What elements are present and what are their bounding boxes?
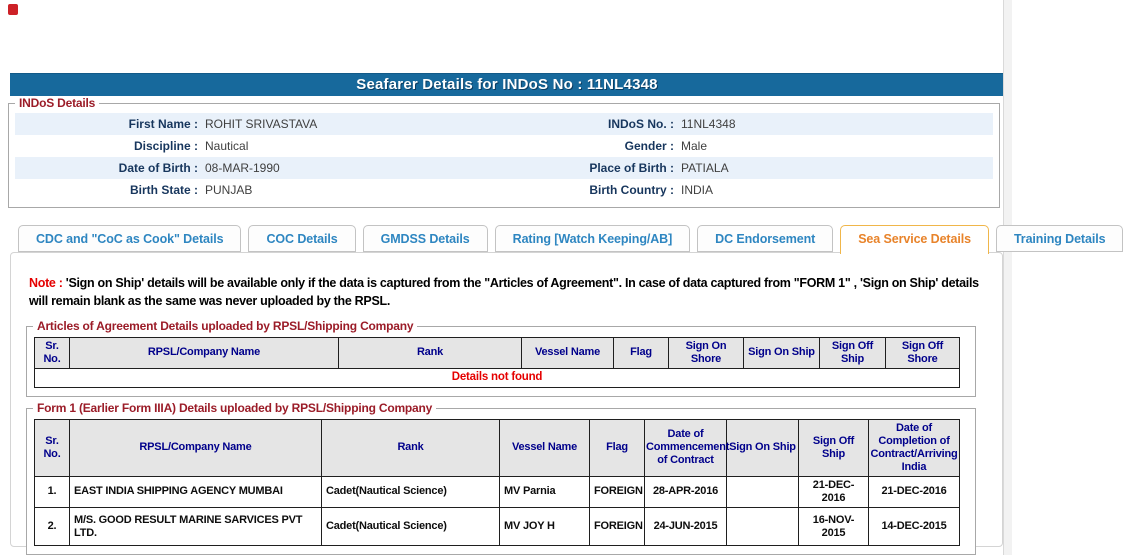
articles-col-vessel-name: Vessel Name bbox=[522, 338, 614, 369]
articles-of-agreement-section bbox=[26, 319, 976, 397]
row2-sign-on-ship bbox=[727, 508, 799, 546]
row1-completion-date: 21-DEC-2016 bbox=[869, 476, 960, 507]
form1-col-rpsl-company-name: RPSL/Company Name bbox=[70, 420, 322, 477]
row1-commencement-date: 28-APR-2016 bbox=[645, 476, 727, 507]
detail-row-4 bbox=[15, 179, 993, 201]
row1-sign-off-ship: 21-DEC-2016 bbox=[799, 476, 869, 507]
row2-rank: Cadet(Nautical Science) bbox=[322, 508, 500, 546]
first-name-label: First Name : bbox=[128, 117, 198, 131]
details-not-found-message: Details not found bbox=[35, 368, 960, 387]
form1-col-sr-no: Sr. No. bbox=[35, 420, 70, 477]
sea-service-panel bbox=[10, 252, 1003, 547]
row1-flag: FOREIGN bbox=[590, 476, 645, 507]
articles-col-sr-no: Sr. No. bbox=[35, 338, 70, 369]
discipline-label: Discipline : bbox=[133, 139, 198, 153]
tab-gmdss-details[interactable]: GMDSS Details bbox=[363, 225, 488, 252]
row1-company: EAST INDIA SHIPPING AGENCY MUMBAI bbox=[70, 476, 322, 507]
form1-col-flag: Flag bbox=[590, 420, 645, 477]
vertical-scrollbar[interactable] bbox=[1003, 0, 1012, 555]
place-of-birth-label: Place of Birth : bbox=[589, 161, 674, 175]
page-title: Seafarer Details for INDoS No : 11NL4348 bbox=[10, 73, 1004, 96]
date-of-birth-value: 08-MAR-1990 bbox=[205, 161, 280, 175]
tab-coc-details[interactable]: COC Details bbox=[248, 225, 355, 252]
row2-commencement-date: 24-JUN-2015 bbox=[645, 508, 727, 546]
gender-label: Gender : bbox=[624, 139, 674, 153]
tab-sea-service-details[interactable]: Sea Service Details bbox=[840, 225, 989, 254]
row1-rank: Cadet(Nautical Science) bbox=[322, 476, 500, 507]
form1-col-sign-off-ship: Sign Off Ship bbox=[799, 420, 869, 477]
birth-country-label: Birth Country : bbox=[589, 183, 674, 197]
form1-col-vessel-name: Vessel Name bbox=[500, 420, 590, 477]
articles-col-flag: Flag bbox=[614, 338, 669, 369]
articles-col-sign-on-ship: Sign On Ship bbox=[744, 338, 820, 369]
note-text bbox=[29, 275, 987, 310]
tab-dc-endorsement[interactable]: DC Endorsement bbox=[697, 225, 833, 252]
tab-rating-watch-keeping-ab[interactable]: Rating [Watch Keeping/AB] bbox=[495, 225, 691, 252]
detail-row-2 bbox=[15, 135, 993, 157]
indos-details-legend: INDoS Details bbox=[19, 96, 96, 110]
articles-col-rank: Rank bbox=[339, 338, 522, 369]
row2-sr-no: 2. bbox=[35, 508, 70, 546]
row1-vessel: MV Parnia bbox=[500, 476, 590, 507]
form1-col-rank: Rank bbox=[322, 420, 500, 477]
note-body: 'Sign on Ship' details will be available only if the data is captured from the "Articles of Agreement". In case of data captured from "FORM 1" , 'Sign on Ship' details will remain blank as the same was never uploaded by the RPSL. bbox=[29, 276, 979, 308]
form1-legend: Form 1 (Earlier Form IIIA) Details uploaded by RPSL/Shipping Company bbox=[37, 401, 433, 415]
form1-row-2 bbox=[35, 508, 960, 546]
articles-col-sign-off-shore: Sign Off Shore bbox=[886, 338, 960, 369]
place-of-birth-value: PATIALA bbox=[681, 161, 729, 175]
row2-flag: FOREIGN bbox=[590, 508, 645, 546]
detail-row-3 bbox=[15, 157, 993, 179]
birth-country-value: INDIA bbox=[681, 183, 714, 197]
articles-col-rpsl-company-name: RPSL/Company Name bbox=[70, 338, 339, 369]
row1-sr-no: 1. bbox=[35, 476, 70, 507]
row2-vessel: MV JOY H bbox=[500, 508, 590, 546]
tab-bar bbox=[18, 225, 1123, 254]
form1-col-sign-on-ship: Sign On Ship bbox=[727, 420, 799, 477]
note-label: Note : bbox=[29, 276, 63, 290]
row2-sign-off-ship: 16-NOV-2015 bbox=[799, 508, 869, 546]
first-name-value: ROHIT SRIVASTAVA bbox=[205, 117, 318, 131]
birth-state-value: PUNJAB bbox=[205, 183, 253, 197]
articles-col-sign-on-shore: Sign On Shore bbox=[669, 338, 744, 369]
articles-header-row bbox=[35, 338, 960, 369]
broken-image-icon bbox=[8, 4, 18, 15]
articles-col-sign-off-ship: Sign Off Ship bbox=[820, 338, 886, 369]
row1-sign-on-ship bbox=[727, 476, 799, 507]
form1-col-date-of-completion: Date of Completion of Contract/Arriving India bbox=[869, 420, 960, 477]
gender-value: Male bbox=[681, 139, 708, 153]
articles-legend: Articles of Agreement Details uploaded by RPSL/Shipping Company bbox=[37, 319, 414, 333]
detail-row-1 bbox=[15, 113, 993, 135]
indos-no-value: 11NL4348 bbox=[681, 117, 736, 131]
form1-col-date-of-commencement: Date of Commencement of Contract bbox=[645, 420, 727, 477]
tab-cdc-coc-as-cook-details[interactable]: CDC and "CoC as Cook" Details bbox=[18, 225, 241, 252]
row2-company: M/S. GOOD RESULT MARINE SARVICES PVT LTD. bbox=[70, 508, 322, 546]
indos-no-label: INDoS No. : bbox=[608, 117, 674, 131]
form1-section bbox=[26, 401, 976, 555]
articles-table bbox=[34, 337, 960, 388]
row2-completion-date: 14-DEC-2015 bbox=[869, 508, 960, 546]
form1-table bbox=[34, 419, 960, 546]
date-of-birth-label: Date of Birth : bbox=[118, 161, 198, 175]
discipline-value: Nautical bbox=[205, 139, 249, 153]
form1-row-1 bbox=[35, 476, 960, 507]
birth-state-label: Birth State : bbox=[129, 183, 198, 197]
tab-training-details[interactable]: Training Details bbox=[996, 225, 1123, 252]
articles-empty-row bbox=[35, 368, 960, 387]
form1-header-row bbox=[35, 420, 960, 477]
indos-details-section bbox=[8, 96, 1000, 208]
